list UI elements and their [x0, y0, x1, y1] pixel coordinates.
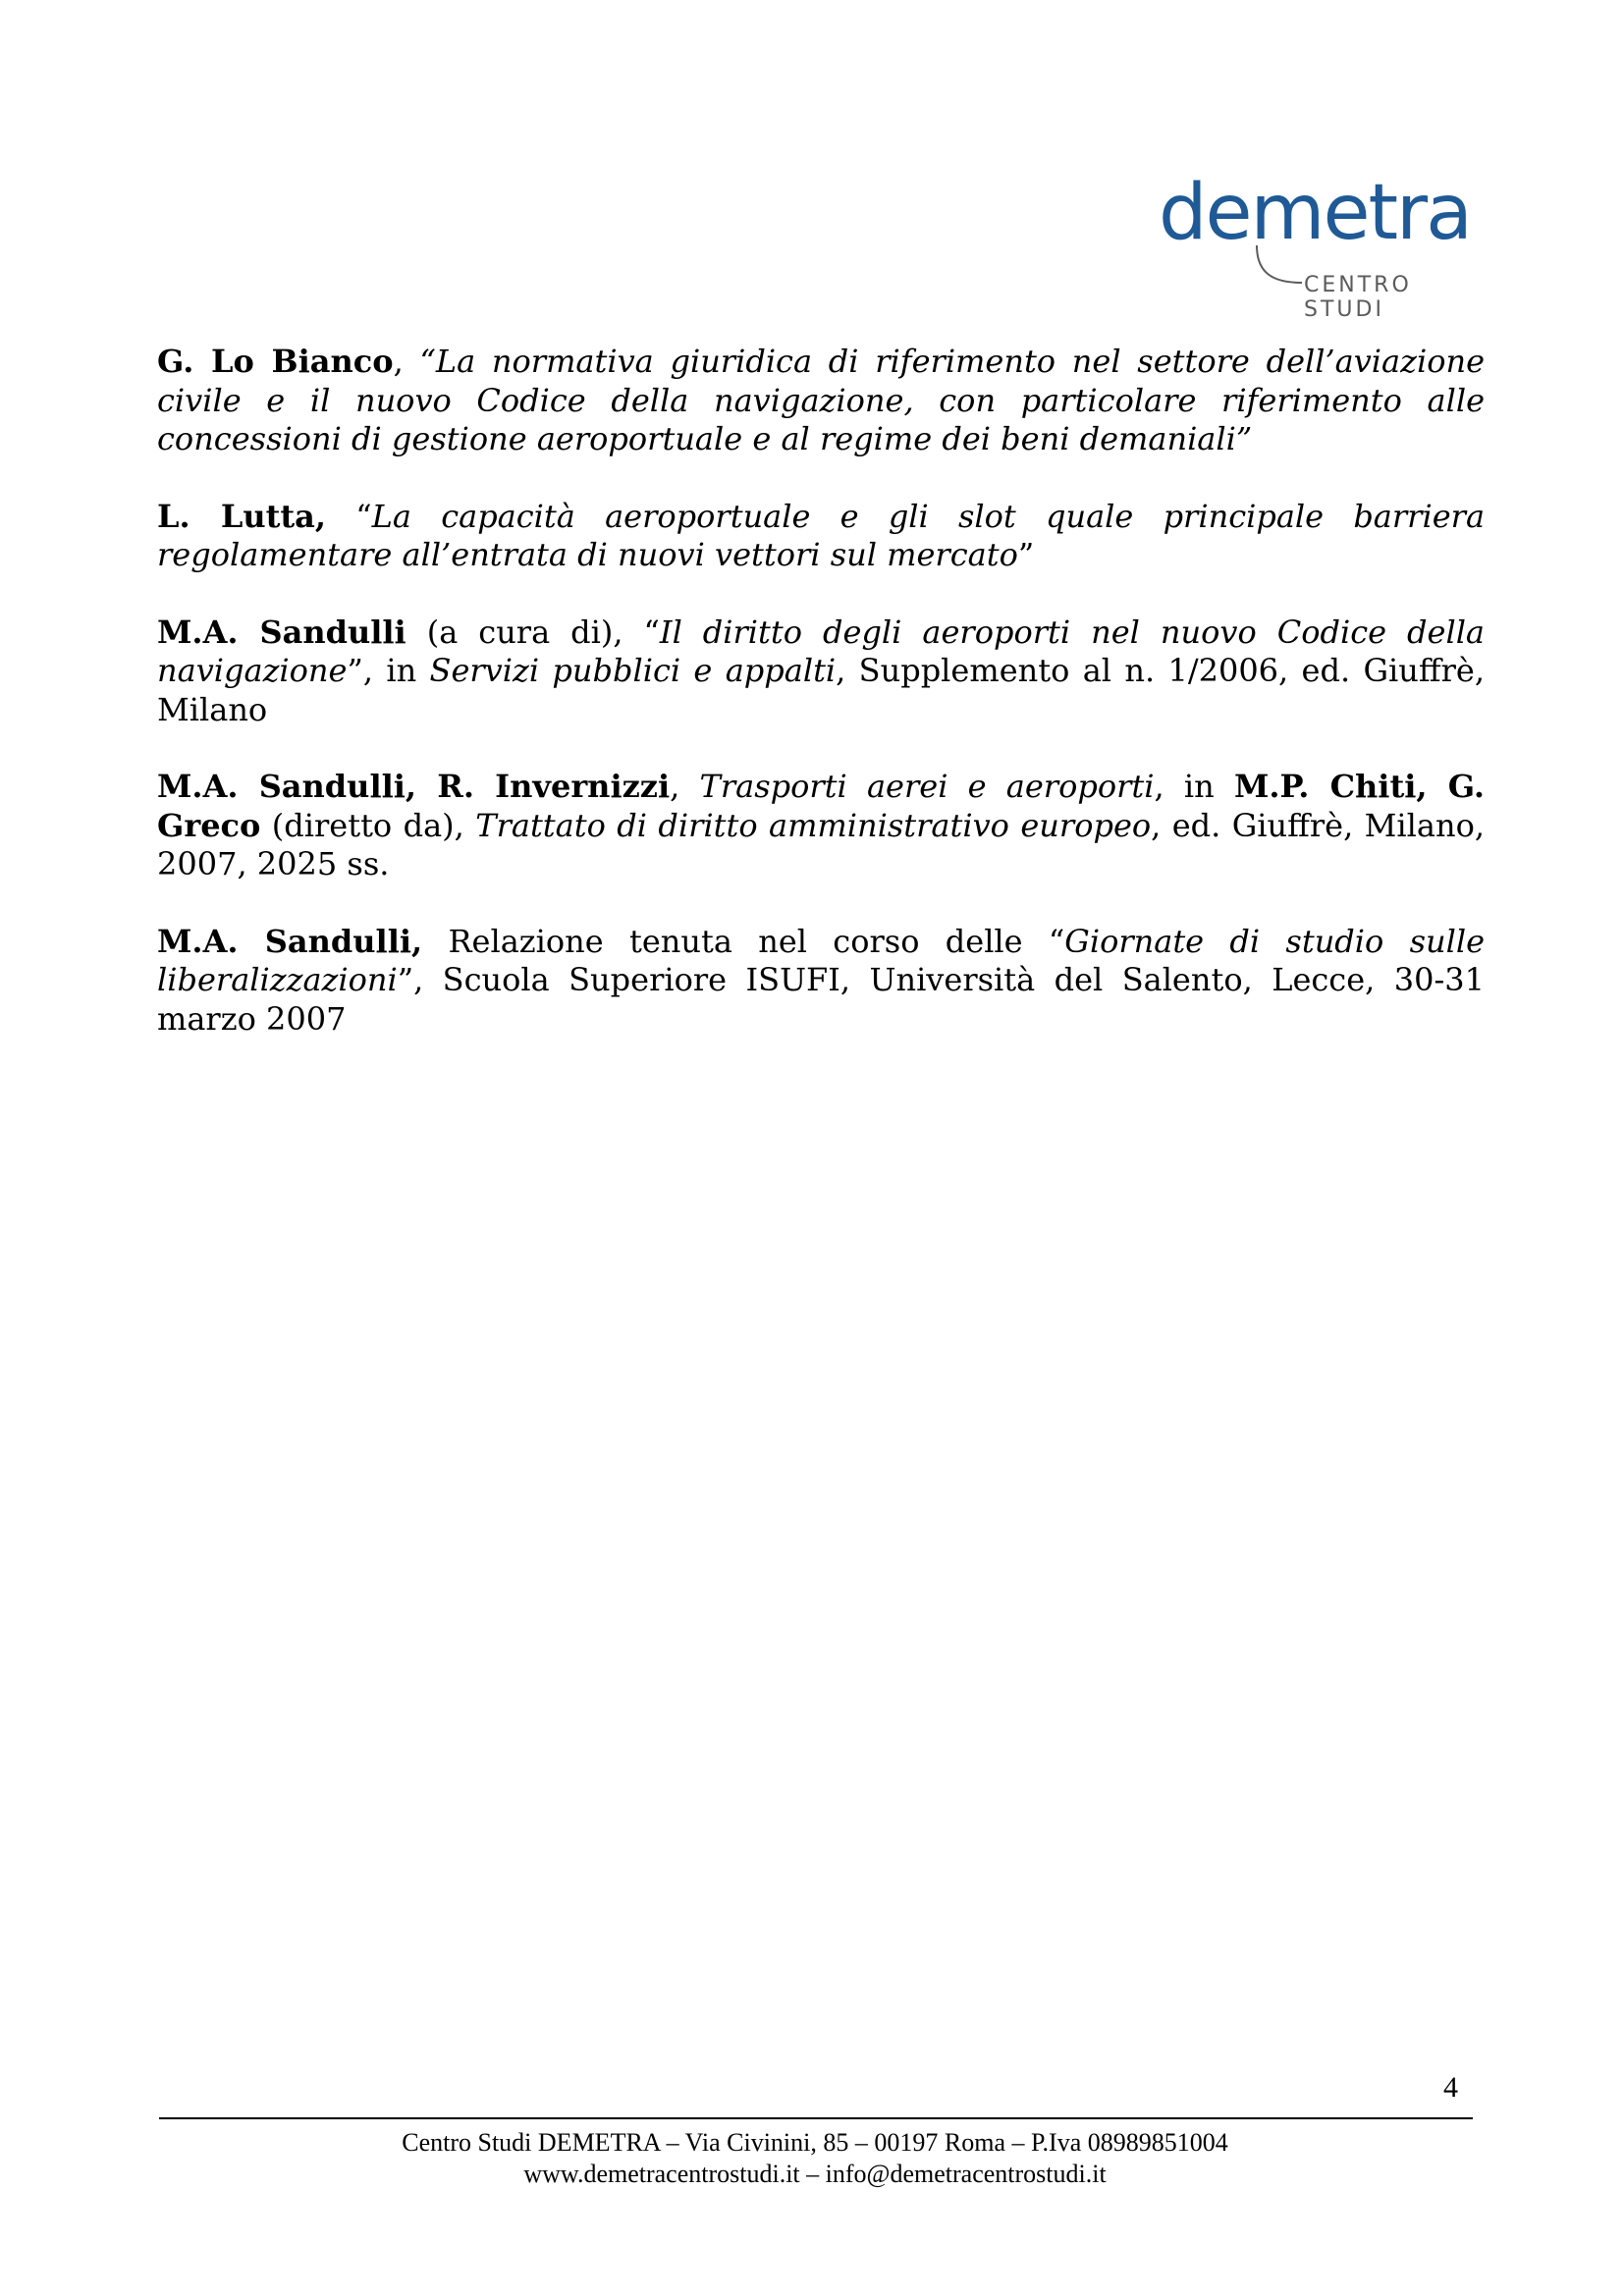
reference-author: M.A. Sandulli: [157, 613, 406, 651]
reference-title: Il diritto degli aeroporti nel nuovo Codice della navigazione: [157, 613, 1486, 689]
logo-wordmark: demetra: [1159, 169, 1471, 257]
reference-text: (diretto da),: [260, 806, 476, 844]
logo-subtitle: CENTRO STUDI: [1304, 273, 1412, 322]
reference-text: ,: [393, 343, 420, 380]
reference-entry: [157, 614, 1485, 730]
reference-author: G. Lo Bianco: [157, 343, 394, 380]
reference-title: Trattato di diritto amministrativo europeo: [475, 806, 1152, 844]
footer-divider: [159, 2117, 1473, 2119]
reference-title: “La normativa giuridica di riferimento nel settore dell’aviazione civile e il nuovo Codice della navigazione, con particolare riferimento alle concessioni di gestione aeroportuale e al regime dei beni demaniali”: [157, 343, 1486, 457]
reference-title: Servizi pubblici e appalti: [429, 652, 837, 689]
logo-swoosh-icon: [1253, 243, 1312, 293]
reference-author: M.P. Chiti, G. Greco: [157, 768, 1486, 844]
reference-text: “: [326, 497, 372, 535]
reference-text: (a cura di), “: [406, 613, 660, 651]
footer-contacts: www.demetracentrostudi.it – info@demetracentrostudi.it: [523, 2160, 1107, 2188]
reference-author: M.A. Sandulli,: [157, 922, 423, 960]
reference-entry: [157, 343, 1485, 459]
reference-title: Giornate di studio sulle liberalizzazioni: [157, 922, 1486, 998]
demetra-logo: [1159, 169, 1492, 322]
reference-text: ”, Scuola Superiore ISUFI, Università del Salento, Lecce, 30-31 marzo 2007: [157, 961, 1485, 1038]
reference-text: Relazione tenuta nel corso delle “: [422, 922, 1065, 960]
bibliography-list: [157, 343, 1485, 1077]
footer-address: Centro Studi DEMETRA – Via Civinini, 85 – 00197 Roma – P.Iva 08989851004: [402, 2128, 1228, 2157]
reference-entry: [157, 923, 1485, 1040]
reference-text: , in: [1154, 768, 1234, 805]
reference-text: ,: [670, 768, 700, 805]
reference-entry: [157, 498, 1485, 575]
page-number: 4: [1443, 2071, 1458, 2104]
reference-entry: [157, 768, 1485, 884]
reference-text: , Supplemento al n. 1/2006, ed. Giuffrè, Milano: [157, 652, 1486, 728]
reference-text: , ed. Giuffrè, Milano, 2007, 2025 ss.: [157, 806, 1486, 882]
reference-author: L. Lutta,: [157, 497, 327, 535]
reference-title: Trasporti aerei e aeroporti: [699, 768, 1155, 805]
reference-text: ”, in: [347, 652, 430, 689]
reference-title: La capacità aeroportuale e gli slot quale principale barriera regolamentare all’entrata di nuovi vettori sul mercato: [157, 497, 1486, 573]
reference-text: ”: [1017, 536, 1035, 573]
reference-author: M.A. Sandulli, R. Invernizzi: [157, 768, 671, 805]
